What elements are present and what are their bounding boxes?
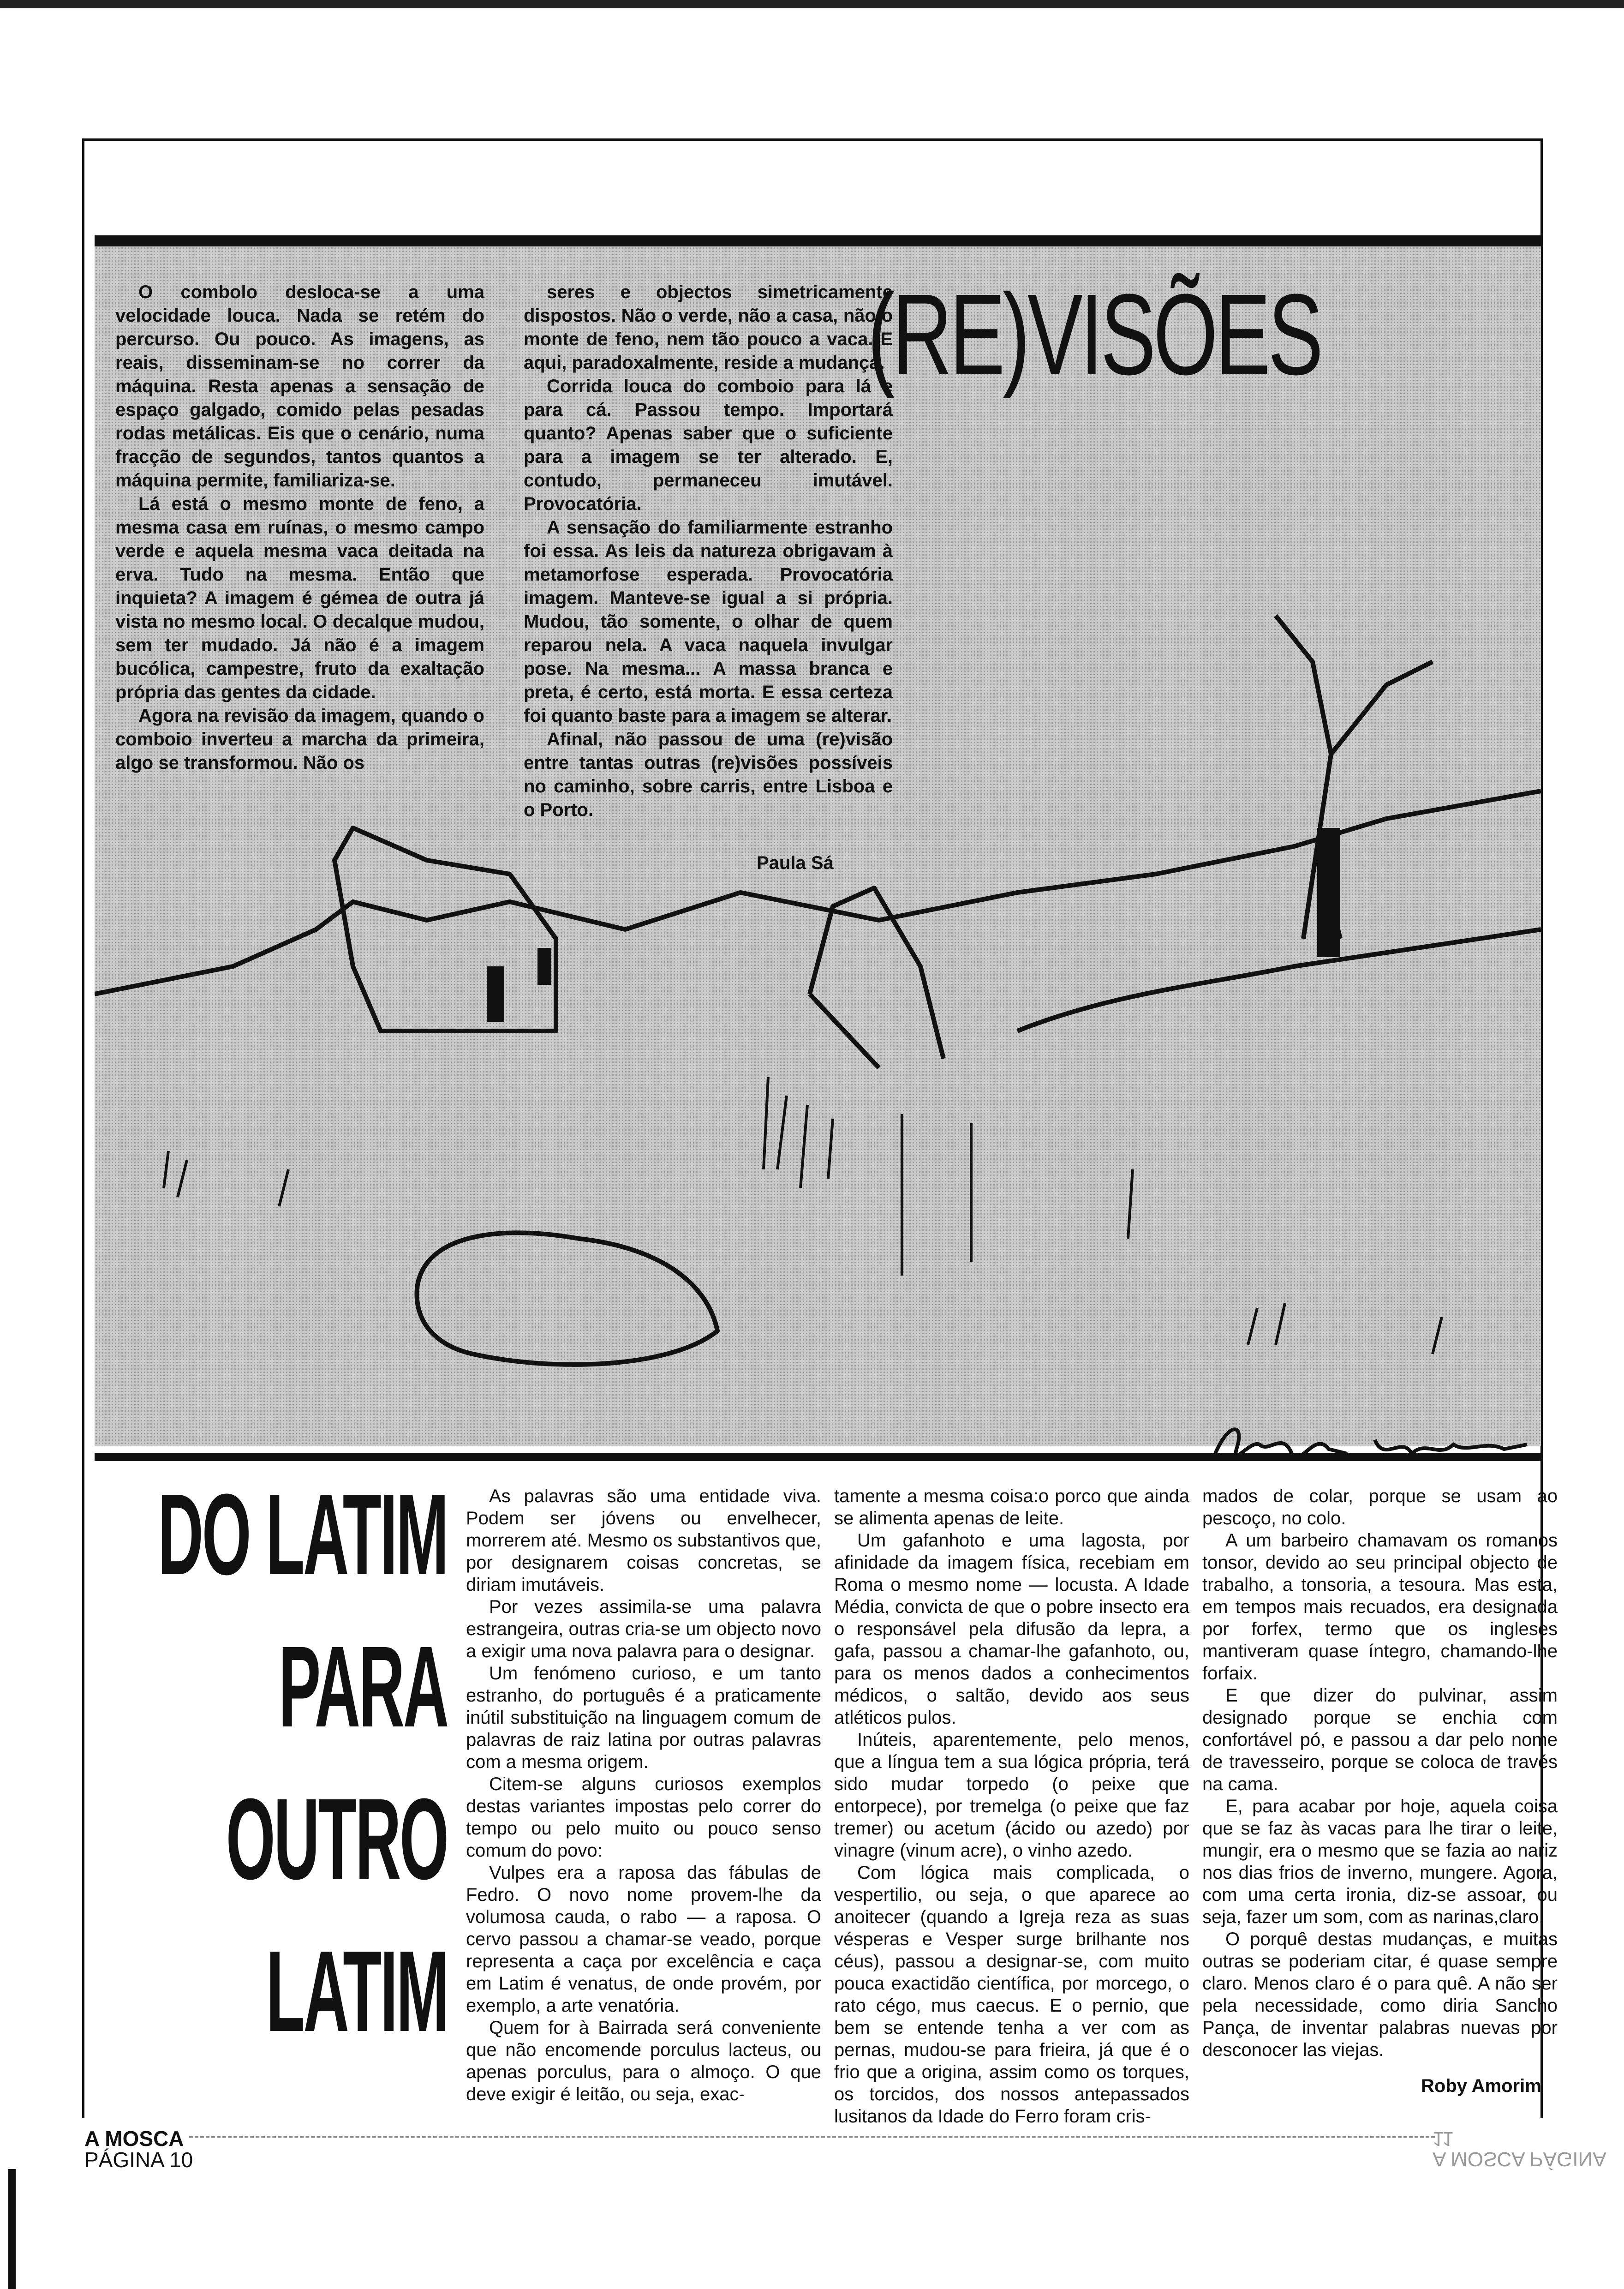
signature-drawing — [1209, 1412, 1532, 1477]
paragraph: E que dizer do pulvinar, assim designado porque se enchia com confortável pó, e passou a dar pelo nome de travesseiro, porque se coloca de través na cama. — [1202, 1685, 1558, 1794]
paragraph: E, para acabar por hoje, aquela coisa que se faz às vacas para lhe tirar o leite, mungir, era o mesmo que se fazia ao nariz nos dias frios de inverno, mungere. Agora, com uma certa ironia, diz-se assoar, ou seja, fazer um som, com as narinas,claro. — [1202, 1796, 1558, 1927]
paragraph: Vulpes era a raposa das fábulas de Fedro. O novo nome provem-lhe da volumosa cauda, o rabo — a raposa. O cervo passou a chamar-se veado, porque representa a caça por excelência e caça em Latim é venatus, de onde provém, por exemplo, a arte venatória. — [466, 1863, 821, 2016]
paragraph: Afinal, não passou de uma (re)visão entre tantas outras (re)visões possíveis no caminho, sobre carris, entre Lisboa e o Porto. — [524, 729, 893, 820]
paragraph: A um barbeiro chamavam os romanos tonsor, devido ao seu principal objecto de trabalho, a tonsoria, a tesoura. Mas esta, em tempos mais recuados, era designada por forfex, termo que os ingleses mantiveram quase íntegro, chamando-lhe forfaix. — [1202, 1530, 1558, 1684]
paragraph: Por vezes assimila-se uma palavra estrangeira, outras cria-se um objecto novo a exigir uma nova palavra para o designar. — [466, 1597, 821, 1661]
footer-rule — [189, 2136, 1435, 2138]
paragraph: mados de colar, porque se usam ao pescoço, no colo. — [1202, 1486, 1558, 1528]
footer-mirror-text: A MOSCA PÁGINA 11 — [1433, 2127, 1606, 2170]
paragraph: O combolo desloca-se a uma velocidade louca. Nada se retém do percurso. Ou pouco. As imagens, as reais, disseminam-se no correr da máquina. Resta apenas a sensação de espaço galgado, comido pelas pesadas rodas metálicas. Eis que o cenário, numa fracção de segundos, tantos quantos a máquina permite, familiariza-se. — [115, 282, 484, 491]
paragraph: A sensação do familiarmente estranho foi essa. As leis da natureza obrigavam à metamorfose esperada. Provocatória imagem. Manteve-se igual a si própria. Mudou, tão somente, o olhar de quem reparou nela. A vaca naquela invulgar pose. Na mesma... A massa branca e preta, é certo, está morta. E essa certeza foi quanto baste para a imagem se alterar. — [524, 517, 893, 726]
paragraph: As palavras são uma entidade viva. Podem ser jóvens ou envelhecer, morrerem até. Mesmo os substantivos que, por designarem coisas concretas, se diriam imutáveis. — [466, 1486, 821, 1595]
article2-column-2 — [834, 1485, 1189, 2127]
binding-edge — [0, 0, 1624, 8]
middle-rule — [95, 1453, 1541, 1461]
top-rule — [95, 235, 1541, 246]
article2-author: Roby Amorim — [1421, 2076, 1541, 2096]
paragraph: Agora na revisão da imagem, quando o comboio inverteu a marcha da primeira, algo se transformou. Não os — [115, 706, 484, 773]
article2-title — [106, 1470, 466, 2091]
title-line: LATIM — [266, 1927, 448, 2055]
article1-column-2 — [524, 281, 893, 822]
footer-page-number: PÁGINA 10 — [84, 2148, 193, 2172]
paragraph: Quem for à Bairrada será conveniente que não encomende porculus lacteus, ou apenas porculus, para o almoço. O que deve exigir é leitão, ou seja, exac- — [466, 2018, 821, 2104]
article2-column-1 — [466, 1485, 821, 2105]
article1-column-1 — [115, 281, 484, 775]
article1-title: (RE)VISÕES — [867, 270, 1321, 399]
title-line: OUTRO — [226, 1774, 448, 1903]
edge-mark — [8, 2169, 16, 2289]
paragraph: Lá está o mesmo monte de feno, a mesma casa em ruínas, o mesmo campo verde e aquela mesma vaca deitada na erva. Tudo na mesma. Então que inquieta? A imagem é gémea de outra já vista no mesmo local. O decalque mudou, sem ter mudado. Já não é a imagem bucólica, campestre, fruto da exaltação própria das gentes da cidade. — [115, 494, 484, 702]
paragraph: Citem-se alguns curiosos exemplos destas variantes impostas pelo correr do tempo ou pelo muito ou pouco senso comum do povo: — [466, 1774, 821, 1861]
article1-author: Paula Sá — [757, 853, 834, 873]
paragraph: Um gafanhoto e uma lagosta, por afinidade da imagem física, recebiam em Roma o mesmo nome — locusta. A Idade Média, convicta de que o pobre insecto era o responsável pela difusão da lepra, a gafa, passou a chamar-lhe gafanhoto, ou, para os menos dados a conhecimentos médicos, o saltão, devido aos seus atléticos pulos. — [834, 1530, 1189, 1728]
paragraph: seres e objectos simetricamente dispostos. Não o verde, não a casa, não o monte de feno, nem tão pouco a vaca. E aqui, paradoxalmente, reside a mudança. — [524, 282, 893, 373]
paragraph: Corrida louca do comboio para lá e para cá. Passou tempo. Importará quanto? Apenas saber que o suficiente para a imagem se ter alterado. E, contudo, permaneceu imutável. Provocatória. — [524, 376, 893, 514]
title-line: PARA — [278, 1622, 448, 1751]
paragraph: tamente a mesma coisa:o porco que ainda se alimenta apenas de leite. — [834, 1486, 1189, 1528]
paragraph: Inúteis, aparentemente, pelo menos, que a língua tem a sua lógica própria, terá sido mudar torpedo (o peixe que entorpece), por tremelga (o peixe que faz tremer) ou acetum (ácido ou azedo) por vinagre (vinum acre), o vinho azedo. — [834, 1730, 1189, 1861]
paragraph: Um fenómeno curioso, e um tanto estranho, do português é a praticamente inútil substituição na linguagem comum de palavras de raiz latina por outras palavras com a mesma origem. — [466, 1663, 821, 1772]
paragraph: Com lógica mais complicada, o vespertilio, ou seja, o que aparece ao anoitecer (quando a Igreja reza as suas vésperas e Vesper surge brilhante nos céus), passou a designar-se, com muito pouca exactidão científica, por morcego, o rato cégo, mus caecus. E o pernio, que bem se entende tenha a ver com as pernas, mudou-se para frieira, já que é o frio que a origina, assim como os torques, os torcidos, dos nossos antepassados lusitanos da Idade do Ferro foram cris- — [834, 1863, 1189, 2127]
article2-column-3 — [1202, 1485, 1558, 2061]
title-line: DO LATIM — [158, 1470, 448, 1599]
illustration-signature — [1209, 1412, 1532, 1477]
paragraph: O porquê destas mudanças, e muitas outras se poderiam citar, é quase sempre claro. Menos claro é o para quê. A não ser pela necessidade, como diria Sancho Pança, de inventar palabras nuevas por desconocer las viejas. — [1202, 1929, 1558, 2060]
footer-publication: A MOSCA — [84, 2127, 184, 2151]
